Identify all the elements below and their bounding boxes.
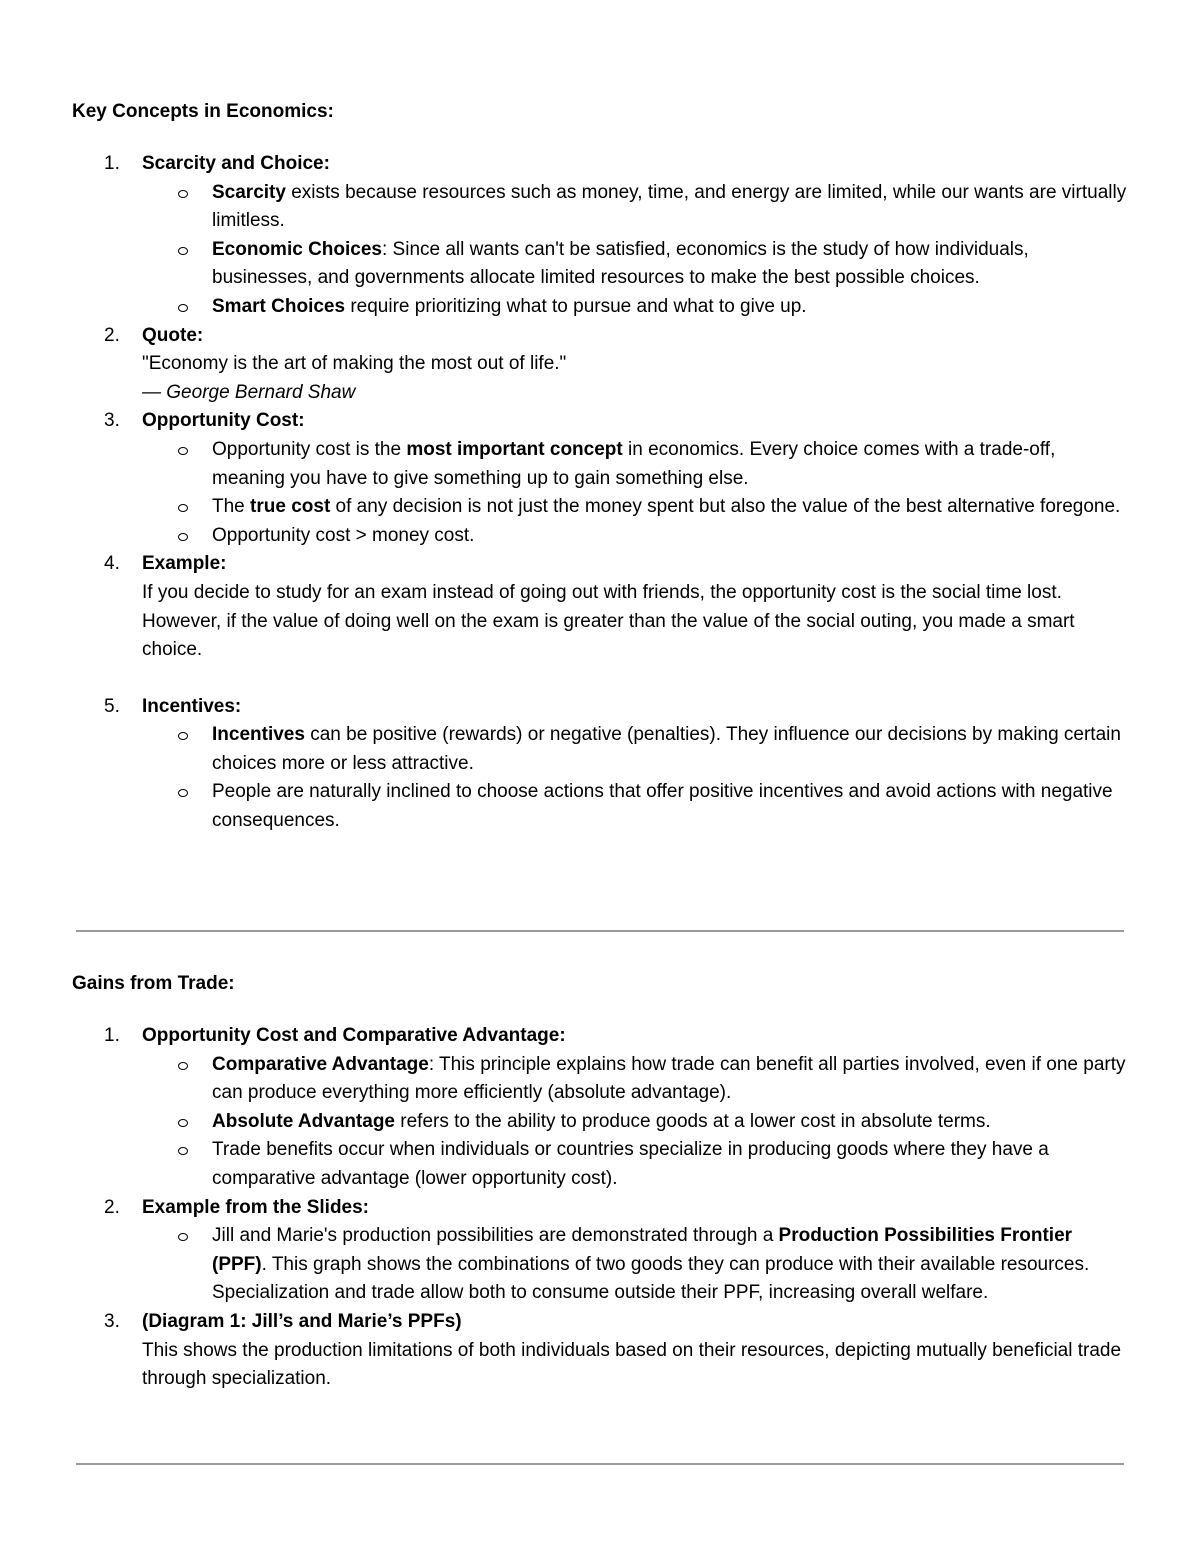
section-heading: Gains from Trade:: [72, 973, 235, 994]
hollow-bullet-icon: [178, 732, 188, 740]
example-text: If you decide to study for an exam instead of going out with friends, the opportunity cost is the social time lost. However, if the value of doing well on the exam is greater than the value of the social outing, you made a smart choice.: [142, 581, 1075, 661]
item-number: 3.: [104, 410, 120, 432]
sub-list: [142, 1051, 1132, 1194]
quote-author: — George Bernard Shaw: [142, 381, 356, 403]
item-title: Scarcity and Choice:: [142, 153, 330, 174]
item-number: 3.: [104, 1310, 120, 1332]
horizontal-rule: [76, 1463, 1124, 1465]
hollow-bullet-icon: [178, 533, 188, 541]
sub-text: in economics. Every choice comes with a trade-off, meaning you have to give something up to gain something else.: [212, 438, 1056, 489]
item-title: Incentives:: [142, 695, 242, 717]
sub-text: can be positive (rewards) or negative (penalties). They influence our decisions by making certain choices more or less attractive.: [212, 724, 1121, 774]
horizontal-rule: [76, 930, 1124, 932]
term: Economic Choices: [212, 238, 382, 260]
hollow-bullet-icon: [178, 1233, 188, 1241]
item-title: Example from the Slides:: [142, 1196, 370, 1218]
term: Smart Choices: [212, 295, 346, 317]
sub-item: [142, 778, 1132, 835]
hollow-bullet-icon: [178, 447, 188, 455]
sub-item: [142, 293, 1132, 322]
spacer: [142, 665, 1132, 693]
term: Incentives: [212, 724, 305, 746]
sub-text: of any decision is not just the money spent but also the value of the best alternative foregone.: [330, 496, 1121, 518]
hollow-bullet-icon: [178, 190, 188, 198]
sub-text: Opportunity cost is the: [212, 438, 407, 460]
sub-list: [142, 179, 1132, 322]
sub-item: [142, 1051, 1132, 1108]
section-heading: Key Concepts in Economics:: [72, 101, 334, 122]
item-title: (Diagram 1: Jill’s and Marie’s PPFs): [142, 1310, 462, 1332]
quote-text: "Economy is the art of making the most out of life.": [142, 353, 567, 375]
item-number: 4.: [104, 553, 120, 575]
hollow-bullet-icon: [178, 789, 188, 797]
sub-item: [142, 436, 1132, 493]
list-item: [72, 550, 1132, 692]
term: Comparative Advantage: [212, 1053, 429, 1075]
sub-text: refers to the ability to produce goods at a lower cost in absolute terms.: [395, 1110, 991, 1132]
item-title: Example:: [142, 553, 227, 575]
diagram-description: This shows the production limitations of both individuals based on their resources, depicting mutually beneficial trade through specialization.: [142, 1339, 1122, 1390]
hollow-bullet-icon: [178, 504, 188, 512]
sub-text: : This principle explains how trade can benefit all parties involved, even if one party can produce everything more efficiently (absolute advantage).: [212, 1053, 1126, 1104]
term: most important concept: [406, 438, 623, 460]
sub-item: [142, 236, 1132, 293]
sub-item: [142, 1222, 1132, 1308]
sub-text: Jill and Marie's production possibilities are demonstrated through a: [212, 1225, 779, 1247]
sub-text: : Since all wants can't be satisfied, economics is the study of how individuals, businesses, and governments allocate limited resources to make the best possible choices.: [212, 238, 1029, 289]
sub-text: The: [212, 496, 251, 518]
term: Absolute Advantage: [212, 1110, 395, 1132]
sub-item: [142, 1108, 1132, 1137]
section-key-concepts: [72, 98, 1132, 836]
sub-text: People are naturally inclined to choose actions that offer positive incentives and avoid actions with negative consequences.: [212, 781, 1113, 832]
hollow-bullet-icon: [178, 247, 188, 255]
item-title: Opportunity Cost:: [142, 410, 305, 432]
sub-text: Opportunity cost > money cost.: [212, 524, 475, 546]
list-item: [72, 693, 1132, 836]
list-item: [72, 322, 1132, 408]
sub-list: [142, 721, 1132, 835]
sub-text: . This graph shows the combinations of two goods they can produce with their available resources. Specialization and trade allow both to consume outside their PPF, increasing overall welfare.: [212, 1253, 1090, 1304]
term: Production Possibilities Frontier (PPF): [212, 1225, 1073, 1275]
sub-text: require prioritizing what to pursue and what to give up.: [345, 295, 807, 317]
hollow-bullet-icon: [178, 1147, 188, 1155]
list-item: [72, 1022, 1132, 1194]
hollow-bullet-icon: [178, 304, 188, 312]
item-number: 1.: [104, 1025, 120, 1046]
trade-list: [72, 1022, 1132, 1394]
item-number: 1.: [104, 153, 120, 174]
sub-list: [142, 1222, 1132, 1308]
hollow-bullet-icon: [178, 1062, 188, 1070]
item-title: Quote:: [142, 324, 204, 346]
sub-text: Trade benefits occur when individuals or countries specialize in producing goods where they have a comparative advantage (lower opportunity cost).: [212, 1139, 1049, 1189]
term: Scarcity: [212, 181, 286, 203]
list-item: [72, 1194, 1132, 1308]
item-title: Opportunity Cost and Comparative Advantage:: [142, 1025, 566, 1046]
sub-text: exists because resources such as money, time, and energy are limited, while our wants are virtually limitless.: [212, 181, 1127, 232]
list-item: [72, 150, 1132, 322]
list-item: [72, 1308, 1132, 1394]
sub-item: [142, 493, 1132, 522]
list-item: [72, 407, 1132, 550]
section-gains-from-trade: [72, 970, 1132, 1394]
term: true cost: [250, 496, 331, 518]
sub-item: [142, 179, 1132, 236]
sub-list: [142, 436, 1132, 550]
concept-list: [72, 150, 1132, 836]
sub-item: [142, 1136, 1132, 1193]
item-number: 2.: [104, 1196, 120, 1218]
item-number: 2.: [104, 324, 120, 346]
sub-item: [142, 721, 1132, 778]
sub-item: [142, 522, 1132, 551]
hollow-bullet-icon: [178, 1119, 188, 1127]
item-number: 5.: [104, 695, 120, 717]
